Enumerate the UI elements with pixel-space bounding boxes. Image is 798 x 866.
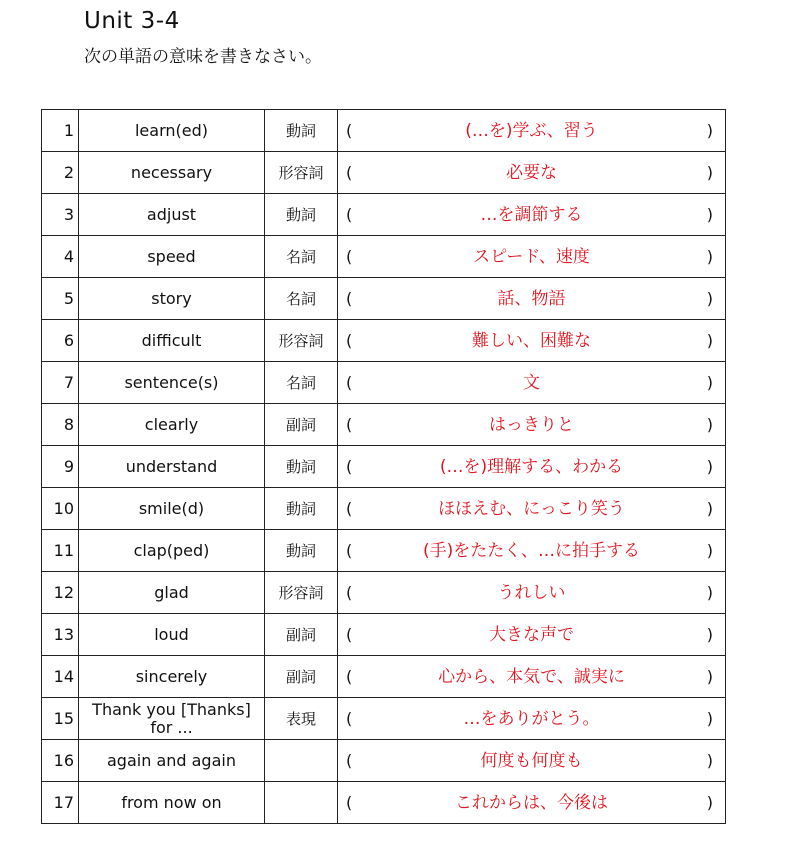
- english-word: adjust: [79, 194, 265, 236]
- close-parenthesis: ): [706, 456, 713, 476]
- open-parenthesis: (: [346, 666, 353, 686]
- meaning-cell: [338, 656, 726, 698]
- part-of-speech: 動詞: [265, 530, 338, 572]
- meaning-cell: [338, 110, 726, 152]
- close-parenthesis: ): [706, 162, 713, 182]
- english-word: clap(ped): [79, 530, 265, 572]
- row-number: 2: [42, 152, 79, 194]
- close-parenthesis: ): [706, 582, 713, 602]
- meaning-cell: [338, 698, 726, 740]
- japanese-meaning: (手)をたたく、…に拍手する: [423, 540, 640, 561]
- part-of-speech: [265, 782, 338, 824]
- english-word: glad: [79, 572, 265, 614]
- english-word: sincerely: [79, 656, 265, 698]
- row-number: 1: [42, 110, 79, 152]
- part-of-speech: 副詞: [265, 614, 338, 656]
- meaning-cell: [338, 446, 726, 488]
- table-row: [42, 110, 726, 152]
- japanese-meaning: スピード、速度: [473, 246, 590, 267]
- close-parenthesis: ): [706, 708, 713, 728]
- part-of-speech: 動詞: [265, 194, 338, 236]
- japanese-meaning: 何度も何度も: [480, 750, 583, 771]
- close-parenthesis: ): [706, 666, 713, 686]
- japanese-meaning: 心から、本気で、誠実に: [438, 666, 625, 687]
- vocabulary-table-body: [42, 110, 726, 824]
- meaning-cell: [338, 488, 726, 530]
- row-number: 16: [42, 740, 79, 782]
- close-parenthesis: ): [706, 414, 713, 434]
- table-row: [42, 614, 726, 656]
- part-of-speech: 形容詞: [265, 320, 338, 362]
- part-of-speech: 副詞: [265, 656, 338, 698]
- part-of-speech: 名詞: [265, 362, 338, 404]
- table-row: [42, 782, 726, 824]
- meaning-cell: [338, 782, 726, 824]
- meaning-cell: [338, 572, 726, 614]
- row-number: 9: [42, 446, 79, 488]
- row-number: 17: [42, 782, 79, 824]
- japanese-meaning: (…を)理解する、わかる: [439, 456, 624, 477]
- row-number: 15: [42, 698, 79, 740]
- part-of-speech: 形容詞: [265, 572, 338, 614]
- part-of-speech: [265, 740, 338, 782]
- close-parenthesis: ): [706, 624, 713, 644]
- part-of-speech: 動詞: [265, 446, 338, 488]
- part-of-speech: 動詞: [265, 488, 338, 530]
- close-parenthesis: ): [706, 246, 713, 266]
- english-word: loud: [79, 614, 265, 656]
- close-parenthesis: ): [706, 330, 713, 350]
- meaning-cell: [338, 152, 726, 194]
- meaning-cell: [338, 530, 726, 572]
- vocabulary-table: [41, 109, 726, 824]
- row-number: 6: [42, 320, 79, 362]
- meaning-cell: [338, 320, 726, 362]
- close-parenthesis: ): [706, 498, 713, 518]
- table-row: [42, 488, 726, 530]
- open-parenthesis: (: [346, 792, 353, 812]
- part-of-speech: 表現: [265, 698, 338, 740]
- meaning-cell: [338, 236, 726, 278]
- english-word: Thank you [Thanks] for ...: [79, 698, 265, 740]
- japanese-meaning: 話、物語: [497, 288, 566, 309]
- close-parenthesis: ): [706, 120, 713, 140]
- meaning-cell: [338, 404, 726, 446]
- close-parenthesis: ): [706, 792, 713, 812]
- japanese-meaning: (…を)学ぶ、習う: [465, 120, 598, 141]
- instruction-text: 次の単語の意味を書きなさい。: [84, 47, 322, 67]
- open-parenthesis: (: [346, 624, 353, 644]
- row-number: 13: [42, 614, 79, 656]
- part-of-speech: 副詞: [265, 404, 338, 446]
- japanese-meaning: はっきりと: [489, 414, 574, 435]
- japanese-meaning: 文: [523, 372, 540, 393]
- open-parenthesis: (: [346, 372, 353, 392]
- english-word: again and again: [79, 740, 265, 782]
- open-parenthesis: (: [346, 750, 353, 770]
- row-number: 8: [42, 404, 79, 446]
- part-of-speech: 名詞: [265, 278, 338, 320]
- open-parenthesis: (: [346, 162, 353, 182]
- meaning-cell: [338, 740, 726, 782]
- open-parenthesis: (: [346, 708, 353, 728]
- table-row: [42, 530, 726, 572]
- row-number: 5: [42, 278, 79, 320]
- row-number: 14: [42, 656, 79, 698]
- row-number: 4: [42, 236, 79, 278]
- table-row: [42, 320, 726, 362]
- table-row: [42, 236, 726, 278]
- table-row: [42, 152, 726, 194]
- open-parenthesis: (: [346, 414, 353, 434]
- open-parenthesis: (: [346, 582, 353, 602]
- row-number: 3: [42, 194, 79, 236]
- row-number: 7: [42, 362, 79, 404]
- open-parenthesis: (: [346, 288, 353, 308]
- meaning-cell: [338, 614, 726, 656]
- english-word: learn(ed): [79, 110, 265, 152]
- row-number: 11: [42, 530, 79, 572]
- close-parenthesis: ): [706, 372, 713, 392]
- close-parenthesis: ): [706, 288, 713, 308]
- row-number: 10: [42, 488, 79, 530]
- english-word: smile(d): [79, 488, 265, 530]
- close-parenthesis: ): [706, 540, 713, 560]
- close-parenthesis: ): [706, 204, 713, 224]
- open-parenthesis: (: [346, 246, 353, 266]
- english-word: from now on: [79, 782, 265, 824]
- close-parenthesis: ): [706, 750, 713, 770]
- japanese-meaning: 必要な: [506, 162, 557, 183]
- open-parenthesis: (: [346, 120, 353, 140]
- japanese-meaning: 難しい、困難な: [472, 330, 591, 351]
- english-word: difficult: [79, 320, 265, 362]
- english-word: understand: [79, 446, 265, 488]
- english-word: sentence(s): [79, 362, 265, 404]
- table-row: [42, 740, 726, 782]
- table-row: [42, 194, 726, 236]
- open-parenthesis: (: [346, 456, 353, 476]
- part-of-speech: 形容詞: [265, 152, 338, 194]
- table-row: [42, 446, 726, 488]
- japanese-meaning: これからは、今後は: [455, 792, 608, 813]
- japanese-meaning: うれしい: [497, 582, 566, 603]
- meaning-cell: [338, 362, 726, 404]
- english-word: story: [79, 278, 265, 320]
- part-of-speech: 動詞: [265, 110, 338, 152]
- japanese-meaning: …を調節する: [480, 204, 583, 225]
- japanese-meaning: …をありがとう。: [463, 708, 600, 729]
- table-row: [42, 404, 726, 446]
- open-parenthesis: (: [346, 498, 353, 518]
- meaning-cell: [338, 194, 726, 236]
- open-parenthesis: (: [346, 204, 353, 224]
- table-row: [42, 572, 726, 614]
- part-of-speech: 名詞: [265, 236, 338, 278]
- japanese-meaning: 大きな声で: [489, 624, 574, 645]
- table-row: [42, 656, 726, 698]
- table-row: [42, 698, 726, 740]
- english-word: clearly: [79, 404, 265, 446]
- open-parenthesis: (: [346, 330, 353, 350]
- table-row: [42, 362, 726, 404]
- english-word: speed: [79, 236, 265, 278]
- open-parenthesis: (: [346, 540, 353, 560]
- english-word: necessary: [79, 152, 265, 194]
- row-number: 12: [42, 572, 79, 614]
- table-row: [42, 278, 726, 320]
- page-title: Unit 3-4: [84, 8, 180, 34]
- meaning-cell: [338, 278, 726, 320]
- japanese-meaning: ほほえむ、にっこり笑う: [438, 498, 625, 519]
